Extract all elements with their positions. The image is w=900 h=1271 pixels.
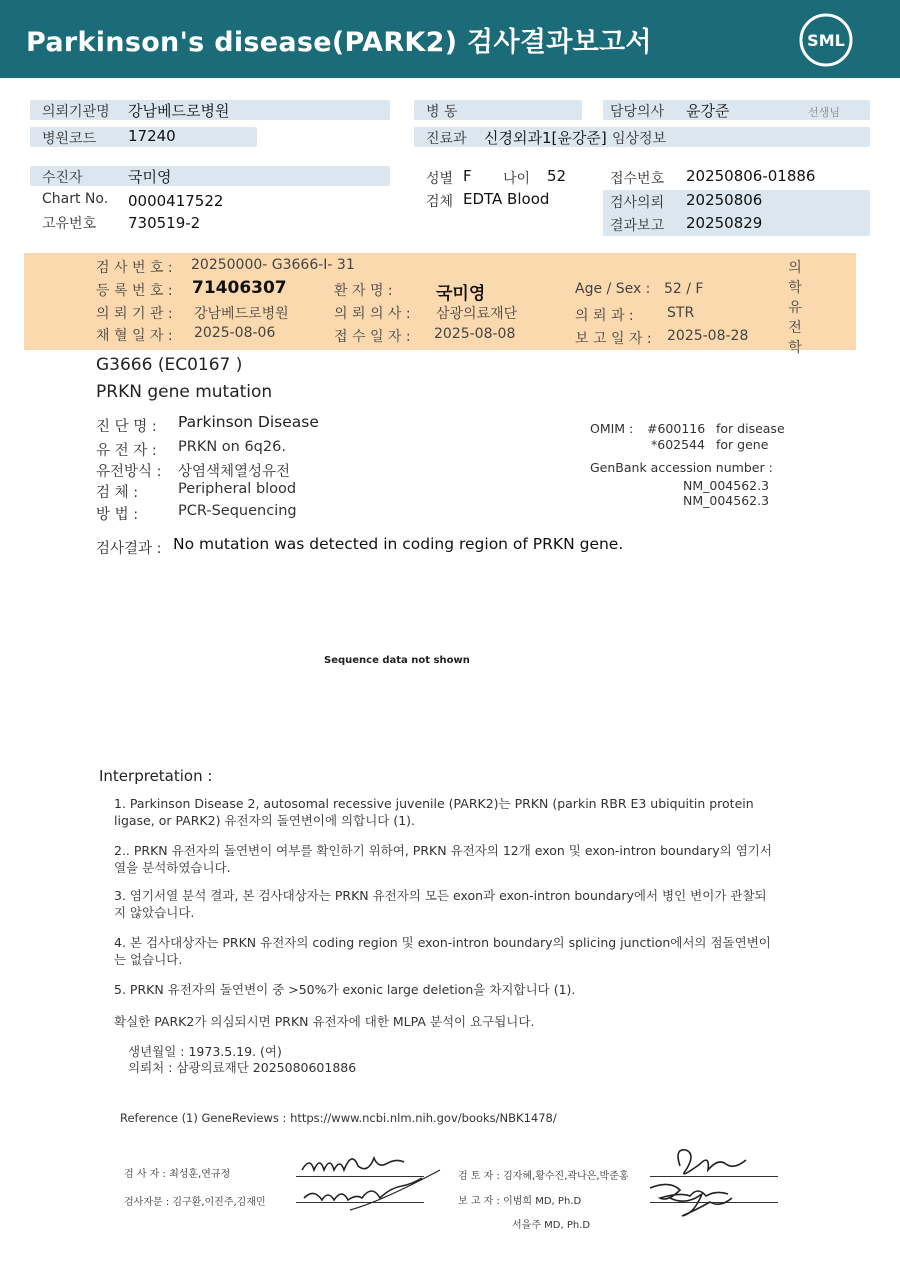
requester-line: 의뢰처 : 삼광의료재단 2025080601886 [128, 1060, 357, 1075]
result-label: 결과보고 [610, 218, 665, 234]
interpretation-title: Interpretation : [99, 767, 213, 785]
omim-gene-note: for gene [716, 437, 769, 452]
interp-item-4: 4. 본 검사대상자는 PRKN 유전자의 coding region 및 exon-intron boundary의 splicing junction에서의 점돌연변이는 없습니다. [114, 935, 771, 967]
test-code: G3666 (EC0167 ) [96, 355, 243, 375]
institution-value: 강남베드로병원 [128, 102, 230, 120]
handwritten-signature-tester [290, 1140, 450, 1220]
interp-item-2: 2.. PRKN 유전자의 돌연변이 여부를 확인하기 위하여, PRKN 유전자의 12개 exon 및 exon-intron boundary의 염기서열을 분석하였습니다. [114, 843, 772, 875]
band-vertical-label: 의 학 유 전 학 [788, 260, 802, 356]
test-name: PRKN gene mutation [96, 382, 273, 402]
specimen-value: EDTA Blood [463, 190, 550, 208]
band-report: 2025-08-28 [667, 328, 749, 344]
band-patient-label: 환 자 명 : [334, 283, 393, 299]
band-receive: 2025-08-08 [434, 326, 516, 342]
band-patient: 국미영 [436, 284, 486, 304]
result-label-2: 검사결과 : [96, 541, 162, 557]
sex-value: F [463, 167, 472, 185]
band-inst-label: 의 뢰 기 관 : [96, 306, 173, 322]
specimen2-value: Peripheral blood [178, 481, 297, 497]
dob-line: 생년월일 : 1973.5.19. (여) [128, 1044, 282, 1059]
header-bar [0, 0, 900, 78]
receipt-value: 20250806-01886 [686, 167, 816, 185]
patient-row [30, 166, 390, 186]
band-dept: STR [667, 305, 695, 321]
sml-logo [798, 12, 854, 68]
omim-label: OMIM : [590, 421, 634, 436]
band-collect: 2025-08-06 [194, 325, 276, 341]
sex-label: 성별 [426, 171, 454, 187]
genbank-label: GenBank accession number : [590, 460, 773, 475]
band-reg-label: 등 록 번 호 : [96, 283, 173, 299]
genbank-2: NM_004562.3 [683, 493, 770, 508]
band-doctor-label: 의 뢰 의 사 : [334, 306, 411, 322]
omim-disease: #600116 [647, 421, 706, 436]
band-age-sex: 52 / F [664, 281, 704, 297]
gene-label: 유 전 자 : [96, 443, 157, 459]
dx-value: Parkinson Disease [178, 413, 319, 431]
inherit-label: 유전방식 : [96, 464, 162, 480]
id-value: 730519-2 [128, 214, 201, 232]
tester-line: 검 사 자 : 최성훈,연규정 [124, 1169, 231, 1180]
omim-gene: *602544 [651, 437, 705, 452]
method-label: 방 법 : [96, 507, 139, 523]
doctor-value: 윤강준 [686, 102, 730, 120]
band-collect-label: 채 혈 일 자 : [96, 328, 173, 344]
doctor-suffix: 선생님 [808, 106, 840, 119]
genbank-1: NM_004562.3 [683, 478, 770, 493]
doctor-label: 담당의사 [610, 104, 665, 120]
svg-text:SML: SML [807, 31, 845, 50]
method-value: PCR-Sequencing [178, 503, 297, 519]
specimen-label: 검체 [426, 194, 454, 210]
reporter-line-2: 서을주 MD, Ph.D [512, 1220, 591, 1231]
dept-value: 신경외과1[윤강준] [484, 129, 607, 147]
sequence-note: Sequence data not shown [324, 655, 470, 666]
chart-label: Chart No. [42, 191, 109, 207]
id-label: 고유번호 [42, 216, 97, 232]
band-age-sex-label: Age / Sex : [575, 281, 651, 297]
interp-item-5: 5. PRKN 유전자의 돌연변이 중 >50%가 exonic large deletion을 차지합니다 (1). [114, 982, 576, 997]
age-value: 52 [547, 167, 567, 185]
institution-label: 의뢰기관명 [42, 104, 110, 120]
specimen2-label: 검 체 : [96, 485, 139, 501]
mlpa-note: 확실한 PARK2가 의심되시면 PRKN 유전자에 대한 MLPA 분석이 요구됩니다. [114, 1014, 535, 1029]
age-label: 나이 [503, 171, 531, 187]
result-value: 20250829 [686, 214, 763, 232]
chart-value: 0000417522 [128, 192, 224, 210]
reviewer-line: 검 토 자 : 김자혜,황수진,곽나은,박준홍 [458, 1171, 629, 1182]
omim-disease-note: for disease [716, 421, 785, 436]
ward-label: 병 동 [426, 104, 458, 120]
dept-label: 진료과 [426, 131, 467, 147]
band-test-no: 20250000- G3666-I- 31 [191, 257, 355, 273]
band-reg: 71406307 [192, 278, 287, 298]
handwritten-signature-reviewer [640, 1136, 800, 1236]
consultant-line: 검사자문 : 김구환,이진주,김재민 [124, 1197, 266, 1208]
receipt-label: 접수번호 [610, 171, 665, 187]
band-dept-label: 의 뢰 과 : [575, 308, 634, 324]
request-label: 검사의뢰 [610, 195, 665, 211]
reference-line: Reference (1) GeneReviews : https://www.ncbi.nlm.nih.gov/books/NBK1478/ [120, 1111, 557, 1125]
inherit-value: 상염색체열성유전 [178, 464, 291, 480]
reporter-line: 보 고 자 : 이범희 MD, Ph.D [458, 1196, 582, 1207]
interp-item-3: 3. 염기서열 분석 결과, 본 검사대상자는 PRKN 유전자의 모든 exon과 exon-intron boundary에서 병인 변이가 관찰되지 않았습니다. [114, 888, 767, 920]
band-inst: 강남베드로병원 [194, 306, 289, 322]
request-value: 20250806 [686, 191, 763, 209]
hospital-code-label: 병원코드 [42, 131, 97, 147]
band-test-no-label: 검 사 번 호 : [96, 260, 173, 276]
hospital-code-value: 17240 [128, 127, 176, 145]
interp-item-1: 1. Parkinson Disease 2, autosomal recessive juvenile (PARK2)는 PRKN (parkin RBR E3 ubiquitin protein ligase, or PARK2) 유전자의 돌연변이에 의합니다 (1). [114, 796, 754, 828]
result-statement: No mutation was detected in coding region of PRKN gene. [173, 535, 624, 553]
patient-value: 국미영 [128, 168, 172, 186]
clinical-label: 임상정보 [612, 131, 667, 147]
band-report-label: 보 고 일 자 : [575, 331, 652, 347]
gene-value: PRKN on 6q26. [178, 439, 286, 455]
patient-label: 수진자 [42, 170, 83, 186]
report-title: Parkinson's disease(PARK2) 검사결과보고서 [26, 27, 652, 58]
band-doctor: 삼광의료재단 [436, 306, 518, 322]
band-receive-label: 접 수 일 자 : [334, 329, 411, 345]
dx-label: 진 단 명 : [96, 419, 157, 435]
